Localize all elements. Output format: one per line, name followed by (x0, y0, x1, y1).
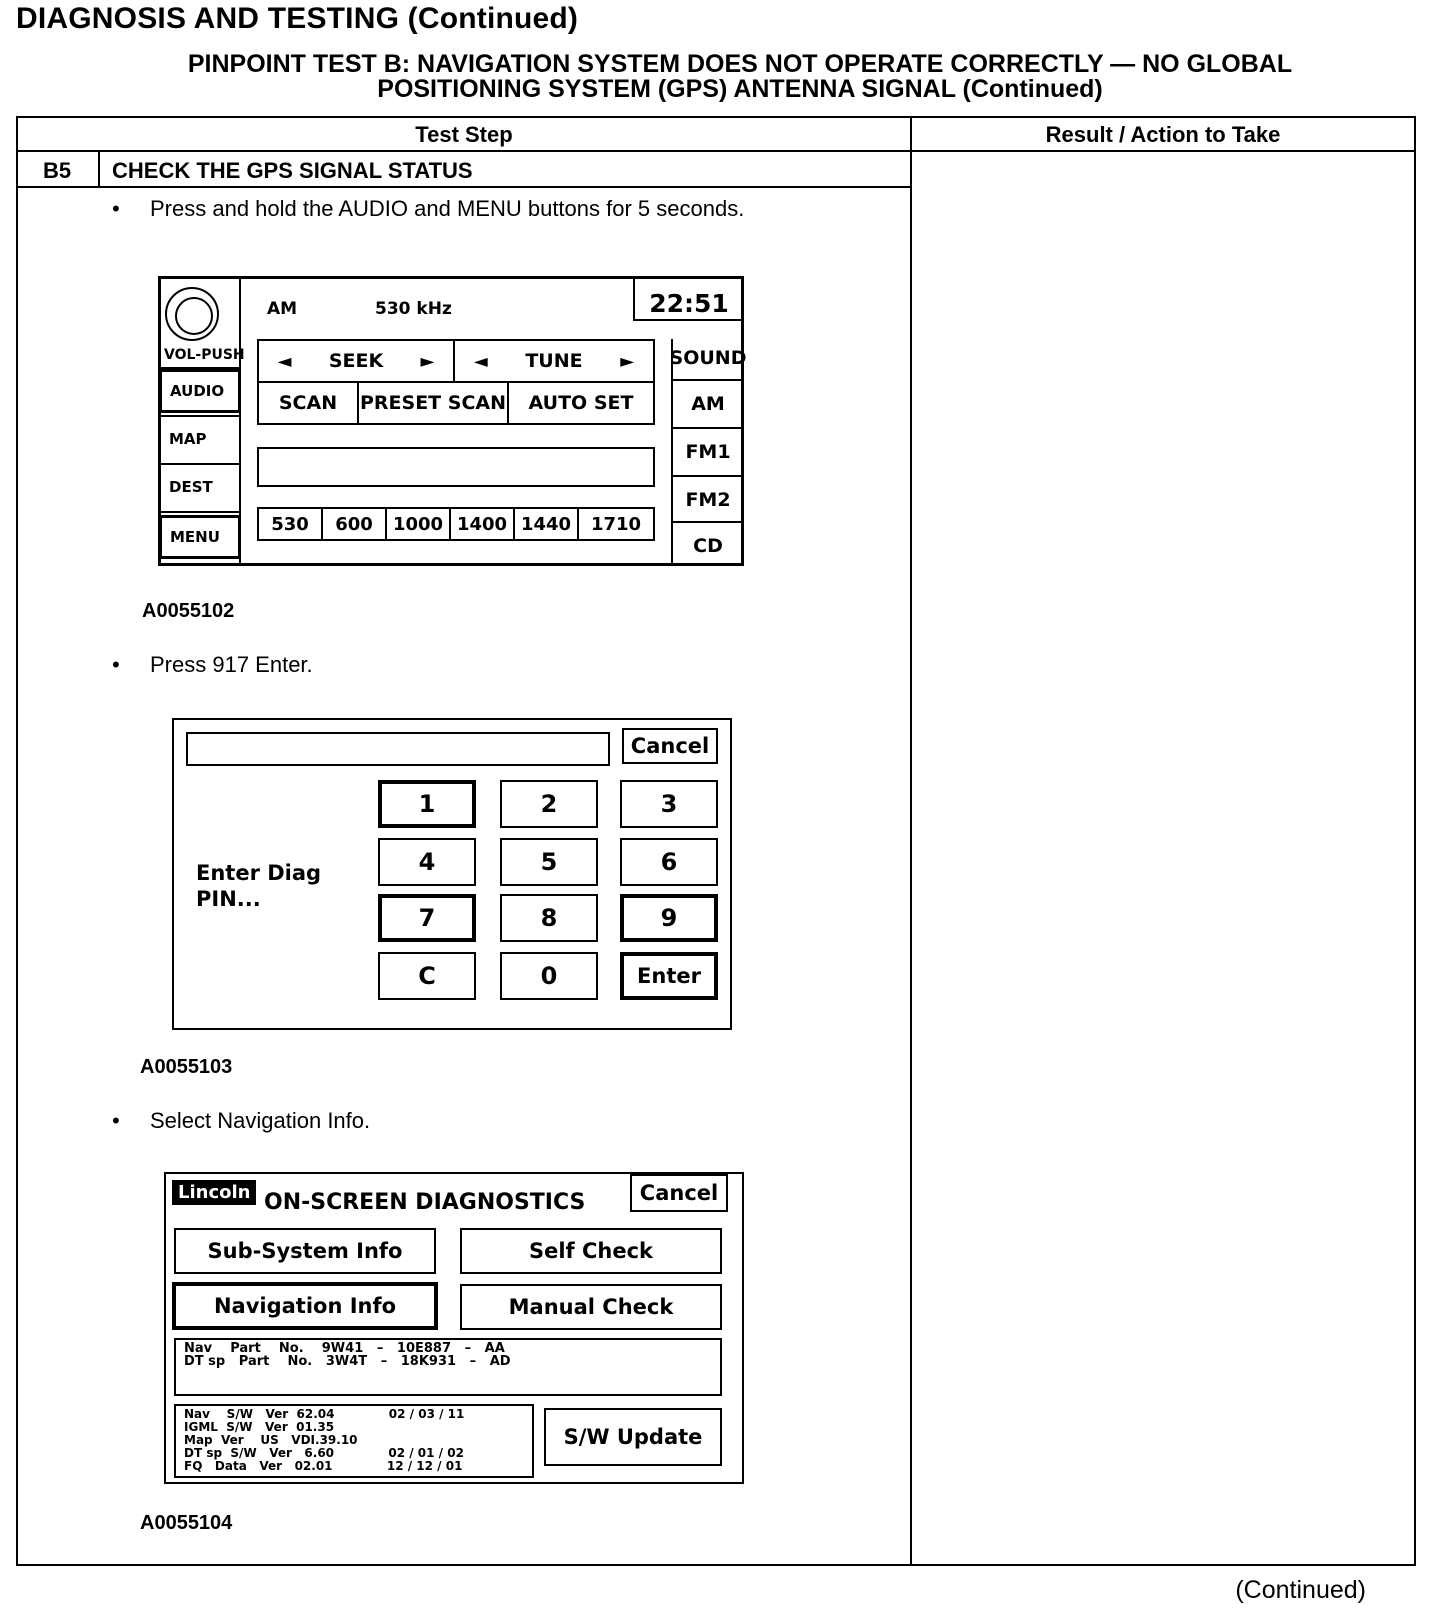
cd-button[interactable]: CD (693, 535, 723, 557)
table-border-top (16, 116, 1416, 118)
sound-button[interactable]: SOUND (669, 347, 747, 369)
key-1[interactable]: 1 (378, 780, 476, 828)
table-border-bottom (16, 1564, 1416, 1566)
seek-right-arrow-icon[interactable]: ► (420, 350, 435, 372)
software-version-panel: Nav S/W Ver 62.04 02 / 03 / 11 IGML S/W Ver 01.35 Map Ver US VDI.39.10 DT sp S/W Ver 6.60 02 / 01 / 02 FQ Data Ver 02.01 12 / 12 / 01 (174, 1404, 534, 1478)
figure-id-1: A0055102 (142, 600, 235, 622)
preset-button-6[interactable]: 1710 (577, 507, 655, 541)
sub-system-info-button[interactable]: Sub-System Info (174, 1228, 436, 1274)
key-5[interactable]: 5 (500, 838, 598, 886)
tune-label: TUNE (525, 350, 583, 372)
dest-button[interactable]: DEST (169, 478, 213, 496)
instruction-3-text: Select Navigation Info. (150, 1108, 371, 1133)
bullet-marker: • (112, 1108, 120, 1133)
audio-button[interactable]: AUDIO (159, 369, 241, 413)
preset-button-5[interactable]: 1440 (513, 507, 579, 541)
preset-button-3[interactable]: 1000 (385, 507, 451, 541)
clock-divider (633, 279, 635, 319)
table-border-right (1414, 116, 1416, 1566)
seek-control[interactable] (257, 339, 455, 383)
key-9[interactable]: 9 (620, 894, 718, 942)
fm1-button[interactable]: FM1 (685, 441, 731, 463)
enter-pin-prompt (196, 860, 321, 912)
right-button-column (669, 339, 747, 563)
key-clear[interactable]: C (378, 952, 476, 1000)
volume-knob-icon[interactable] (165, 287, 219, 341)
diag-pin-keypad-screen (172, 718, 732, 1030)
seek-label: SEEK (328, 350, 384, 372)
figure-id-2: A0055103 (140, 1056, 233, 1078)
instruction-1-text: Press and hold the AUDIO and MENU buttons for 5 seconds. (150, 196, 745, 221)
clock-display: 22:51 (649, 289, 729, 318)
key-7[interactable]: 7 (378, 894, 476, 942)
manual-check-button[interactable]: Manual Check (460, 1284, 722, 1330)
key-0[interactable]: 0 (500, 952, 598, 1000)
pinpoint-test-title-line1: PINPOINT TEST B: NAVIGATION SYSTEM DOES NOT OPERATE CORRECTLY — NO GLOBAL (187, 50, 1293, 78)
diagnostics-title: ON-SCREEN DIAGNOSTICS (264, 1190, 586, 1215)
instruction-2-text: Press 917 Enter. (150, 652, 313, 677)
table-border-left (16, 116, 18, 1566)
table-column-divider (910, 116, 912, 1566)
step-code: B5 (42, 158, 72, 183)
instruction-1 (112, 196, 744, 222)
auto-set-button[interactable]: AUTO SET (507, 381, 655, 425)
divider (161, 511, 241, 513)
column-header-result: Result / Action to Take (1045, 122, 1281, 147)
key-6[interactable]: 6 (620, 838, 718, 886)
keypad-cancel-button[interactable]: Cancel (622, 728, 718, 764)
divider (633, 319, 741, 321)
sw-update-button[interactable]: S/W Update (544, 1408, 722, 1466)
step-row-divider (16, 186, 912, 188)
key-4[interactable]: 4 (378, 838, 476, 886)
preset-button-4[interactable]: 1400 (449, 507, 515, 541)
table-header-divider (16, 150, 1416, 152)
lincoln-logo: Lincoln (172, 1180, 256, 1205)
tune-control[interactable] (453, 339, 655, 383)
key-enter[interactable]: Enter (620, 952, 718, 1000)
pinpoint-test-title (40, 52, 1440, 102)
key-8[interactable]: 8 (500, 894, 598, 942)
left-button-column (161, 279, 245, 563)
vol-push-label: VOL-PUSH (164, 347, 245, 363)
instruction-3 (112, 1108, 370, 1134)
preset-button-1[interactable]: 530 (257, 507, 323, 541)
self-check-button[interactable]: Self Check (460, 1228, 722, 1274)
diag-cancel-button[interactable]: Cancel (630, 1174, 728, 1212)
tune-right-arrow-icon[interactable]: ► (620, 350, 635, 372)
preset-button-2[interactable]: 600 (321, 507, 387, 541)
continued-label: (Continued) (1235, 1576, 1366, 1604)
am-button[interactable]: AM (691, 393, 725, 415)
on-screen-diagnostics-screen (164, 1172, 744, 1484)
pin-entry-field[interactable] (186, 732, 610, 766)
tune-left-arrow-icon[interactable]: ◄ (473, 350, 488, 372)
menu-button[interactable]: MENU (159, 515, 241, 559)
key-2[interactable]: 2 (500, 780, 598, 828)
seek-left-arrow-icon[interactable]: ◄ (277, 350, 292, 372)
pinpoint-test-title-line2: POSITIONING SYSTEM (GPS) ANTENNA SIGNAL (Continued) (377, 75, 1103, 103)
column-header-test-step: Test Step (415, 122, 513, 147)
scan-button[interactable]: SCAN (257, 381, 359, 425)
audio-control-screen (158, 276, 747, 566)
step-code-divider (98, 150, 100, 188)
enter-pin-prompt-line1: Enter Diag (196, 861, 322, 885)
part-number-panel: Nav Part No. 9W41 – 10E887 – AA DT sp Part No. 3W4T – 18K931 – AD (174, 1338, 722, 1396)
station-text-field (257, 447, 655, 487)
frequency-label: 530 kHz (375, 299, 452, 319)
step-title: CHECK THE GPS SIGNAL STATUS (112, 158, 473, 183)
fm2-button[interactable]: FM2 (685, 489, 731, 511)
preset-scan-button[interactable]: PRESET SCAN (357, 381, 509, 425)
key-3[interactable]: 3 (620, 780, 718, 828)
band-label: AM (267, 299, 298, 319)
figure-id-3: A0055104 (140, 1512, 233, 1534)
bullet-marker: • (112, 196, 120, 221)
document-title: DIAGNOSIS AND TESTING (Continued) (16, 2, 579, 35)
instruction-2 (112, 652, 313, 678)
enter-pin-prompt-line2: PIN... (196, 887, 261, 911)
navigation-info-button[interactable]: Navigation Info (172, 1282, 438, 1330)
bullet-marker: • (112, 652, 120, 677)
map-button[interactable]: MAP (169, 430, 207, 448)
